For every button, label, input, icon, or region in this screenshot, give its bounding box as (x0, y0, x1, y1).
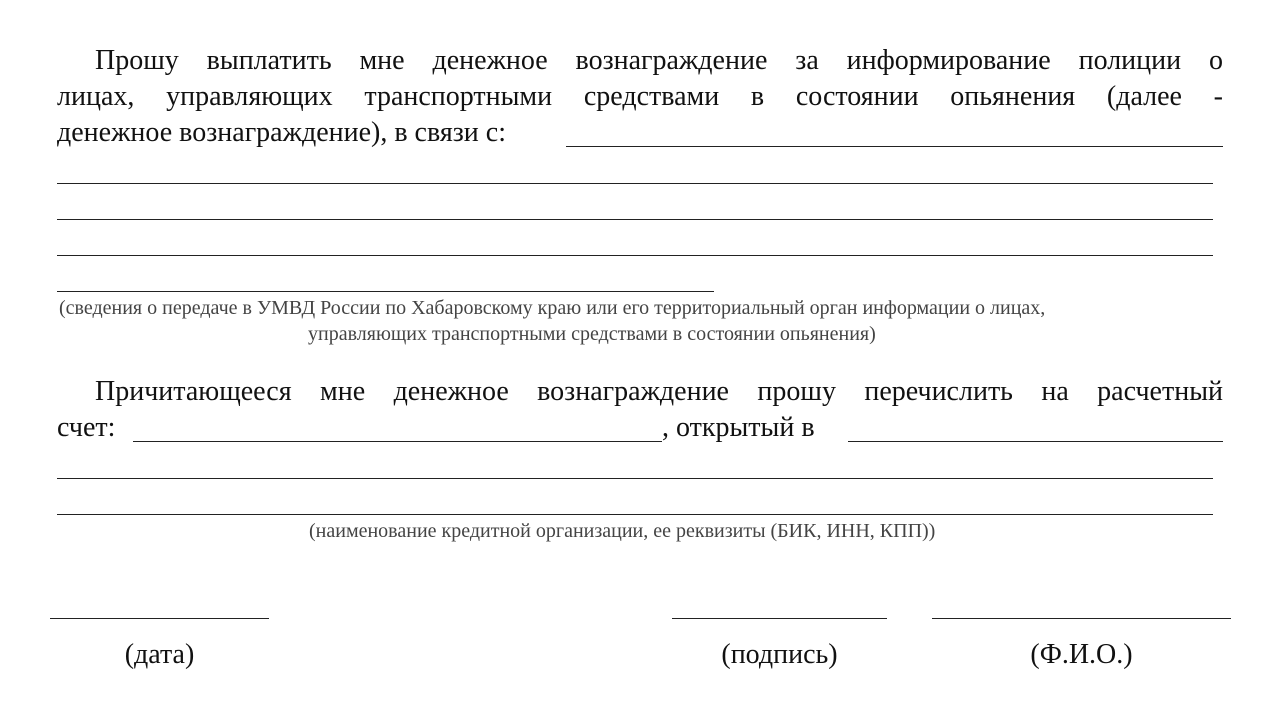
full-name-field[interactable] (932, 618, 1231, 619)
reason-field-blank-2[interactable] (57, 183, 1213, 184)
request-hint-line-1: (сведения о передаче в УМВД России по Хабаровскому краю или его территориальный орган информации о лицах, (59, 297, 1046, 319)
request-text-line-3: денежное вознаграждение), в связи с: (57, 117, 506, 148)
date-field[interactable] (50, 618, 269, 619)
reason-field-blank-1[interactable] (566, 146, 1223, 147)
reason-field-blank-4[interactable] (57, 255, 1213, 256)
reason-field-blank-3[interactable] (57, 219, 1213, 220)
request-hint-line-2: управляющих транспортными средствами в состоянии опьянения) (308, 323, 876, 345)
request-text-line-2: лицах, управляющих транспортными средствами в состоянии опьянения (далее - (57, 81, 1223, 112)
account-number-field[interactable] (133, 441, 662, 442)
account-label: счет: (57, 412, 116, 443)
bank-hint: (наименование кредитной организации, ее реквизиты (БИК, ИНН, КПП)) (309, 520, 936, 542)
reason-field-blank-5[interactable] (57, 291, 714, 292)
request-text-line-1: Прошу выплатить мне денежное вознаграждение за информирование полиции о (95, 45, 1223, 76)
date-label: (дата) (124, 639, 195, 670)
opened-in-label: , открытый в (662, 412, 815, 443)
bank-name-field-1[interactable] (848, 441, 1223, 442)
bank-name-field-2[interactable] (57, 478, 1213, 479)
signature-field[interactable] (672, 618, 887, 619)
bank-name-field-3[interactable] (57, 514, 1213, 515)
payment-text-line-1: Причитающееся мне денежное вознаграждение прошу перечислить на расчетный (95, 376, 1223, 407)
full-name-label: (Ф.И.О.) (1030, 639, 1133, 670)
signature-label: (подпись) (721, 639, 838, 670)
